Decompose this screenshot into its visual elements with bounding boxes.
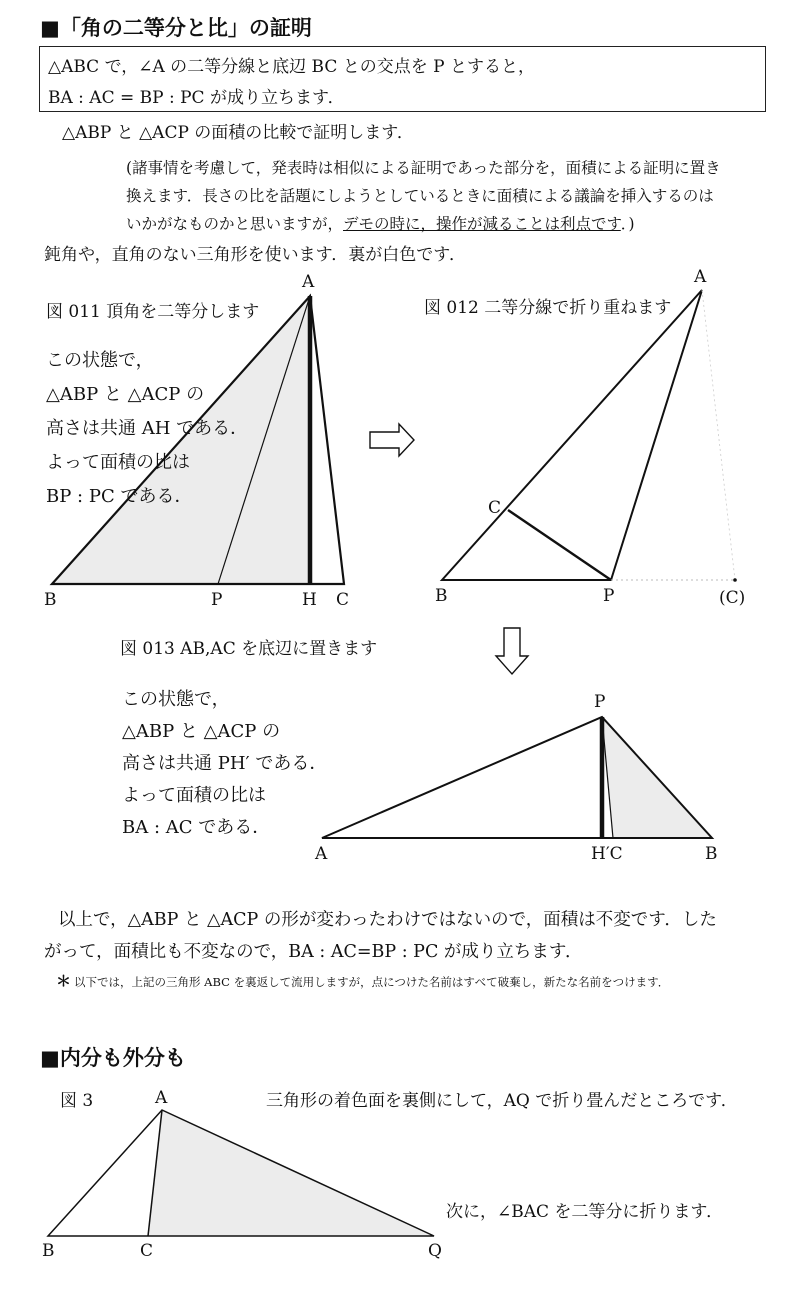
fig012-label-C-original: (C) xyxy=(719,588,746,608)
theorem-line-1: △ABC で，∠A の二等分線と底辺 BC との交点を P とすると， xyxy=(48,57,536,77)
fig013-label-HC: H′C xyxy=(591,844,623,864)
footnote-asterisk-icon: ＊ xyxy=(56,972,72,990)
fig3-label-Q: Q xyxy=(428,1241,442,1261)
footnote-text: 以下では，上記の三角形 ABC を裏返して流用しますが，点につけた名前はすべて破棄し，新たな名前をつけます． xyxy=(74,975,670,989)
note-line-2: 換えます．長さの比を話題にしようとしているときに面積による議論を挿入するのは xyxy=(126,187,714,205)
down-arrow-icon xyxy=(496,628,528,674)
conclusion-line-1: 以上で，△ABP と △ACP の形が変わったわけではないので，面積は不変です．した xyxy=(58,910,717,930)
fig013-label-P: P xyxy=(594,692,606,712)
fig011-label-C: C xyxy=(336,590,350,610)
fig012-label-P: P xyxy=(603,586,615,606)
fig013-label-A: A xyxy=(315,844,328,864)
fig3-label: 図 3 xyxy=(60,1091,94,1111)
fig011-caption: 図 011 頂角を二等分します xyxy=(46,302,260,322)
fig012-label-A: A xyxy=(694,267,707,287)
section2-text-2: 次に，∠BAC を二等分に折ります． xyxy=(446,1202,724,1222)
fig011-explanation xyxy=(46,344,248,514)
fig011-text-3: 高さは共通 AH である． xyxy=(46,418,249,439)
fig012-triangle-BAP xyxy=(442,290,702,580)
fig012-caption: 図 012 二等分線で折り重ねます xyxy=(424,298,672,318)
fig011-text-2: △ABP と △ACP の xyxy=(46,384,205,405)
fig011-label-H: H xyxy=(302,590,317,610)
fig011-text-1: この状態で， xyxy=(46,350,154,371)
fig012-fold-CP xyxy=(508,510,611,580)
section-heading-bisector: ■「角の二等分と比」の証明 xyxy=(40,16,312,40)
fig013-explanation xyxy=(122,684,327,844)
triangle-note: 鈍角や，直角のない三角形を使います．裏が白色です． xyxy=(44,245,466,265)
fig011-label-A: A xyxy=(302,272,315,292)
note-line-3-a: いかがなものかと思いますが， xyxy=(126,215,344,233)
fig011-label-P: P xyxy=(211,590,223,610)
fig012-label-B: B xyxy=(435,586,448,606)
fig013-text-4: よって面積の比は xyxy=(122,785,266,806)
fig013-text-3: 高さは共通 PH′ である． xyxy=(122,753,328,774)
fig013-caption: 図 013 AB,AC を底辺に置きます xyxy=(120,639,378,659)
note-line-3-underlined: デモの時に，操作が減ることは利点です xyxy=(343,215,621,233)
conclusion-line-2: がって，面積比も不変なので，BA : AC=BP : PC が成り立ちます． xyxy=(44,942,583,962)
fig3-shaded-region xyxy=(148,1110,434,1236)
fig013-text-5: BA : AC である． xyxy=(122,817,271,838)
proof-method: △ABP と △ACP の面積の比較で証明します． xyxy=(62,123,414,143)
fig012-ghost-edge xyxy=(702,290,735,580)
fig012-point-C-original xyxy=(733,578,737,582)
theorem-line-2: BA : AC = BP : PC が成り立ちます． xyxy=(48,88,345,108)
fig013-text-2: △ABP と △ACP の xyxy=(122,721,281,742)
fig3-label-A: A xyxy=(155,1088,168,1108)
section2-text-1: 三角形の着色面を裏側にして，AQ で折り畳んだところです． xyxy=(266,1091,738,1111)
right-arrow-icon xyxy=(370,424,414,456)
fig013-text-1: この状態で， xyxy=(122,689,230,710)
note-line-3-c: ．) xyxy=(620,215,635,233)
section-heading-division: ■内分も外分も xyxy=(40,1046,186,1070)
note-line-1: (諸事情を考慮して，発表時は相似による証明であった部分を，面積による証明に置き xyxy=(126,159,721,177)
fig011-text-4: よって面積の比は xyxy=(46,452,190,473)
fig013-label-B: B xyxy=(705,844,718,864)
fig011-label-B: B xyxy=(44,590,57,610)
fig3-label-C: C xyxy=(140,1241,154,1261)
fig3-label-B: B xyxy=(42,1241,55,1261)
fig011-text-5: BP : PC である． xyxy=(46,486,193,507)
fig012-label-C: C xyxy=(488,498,502,518)
